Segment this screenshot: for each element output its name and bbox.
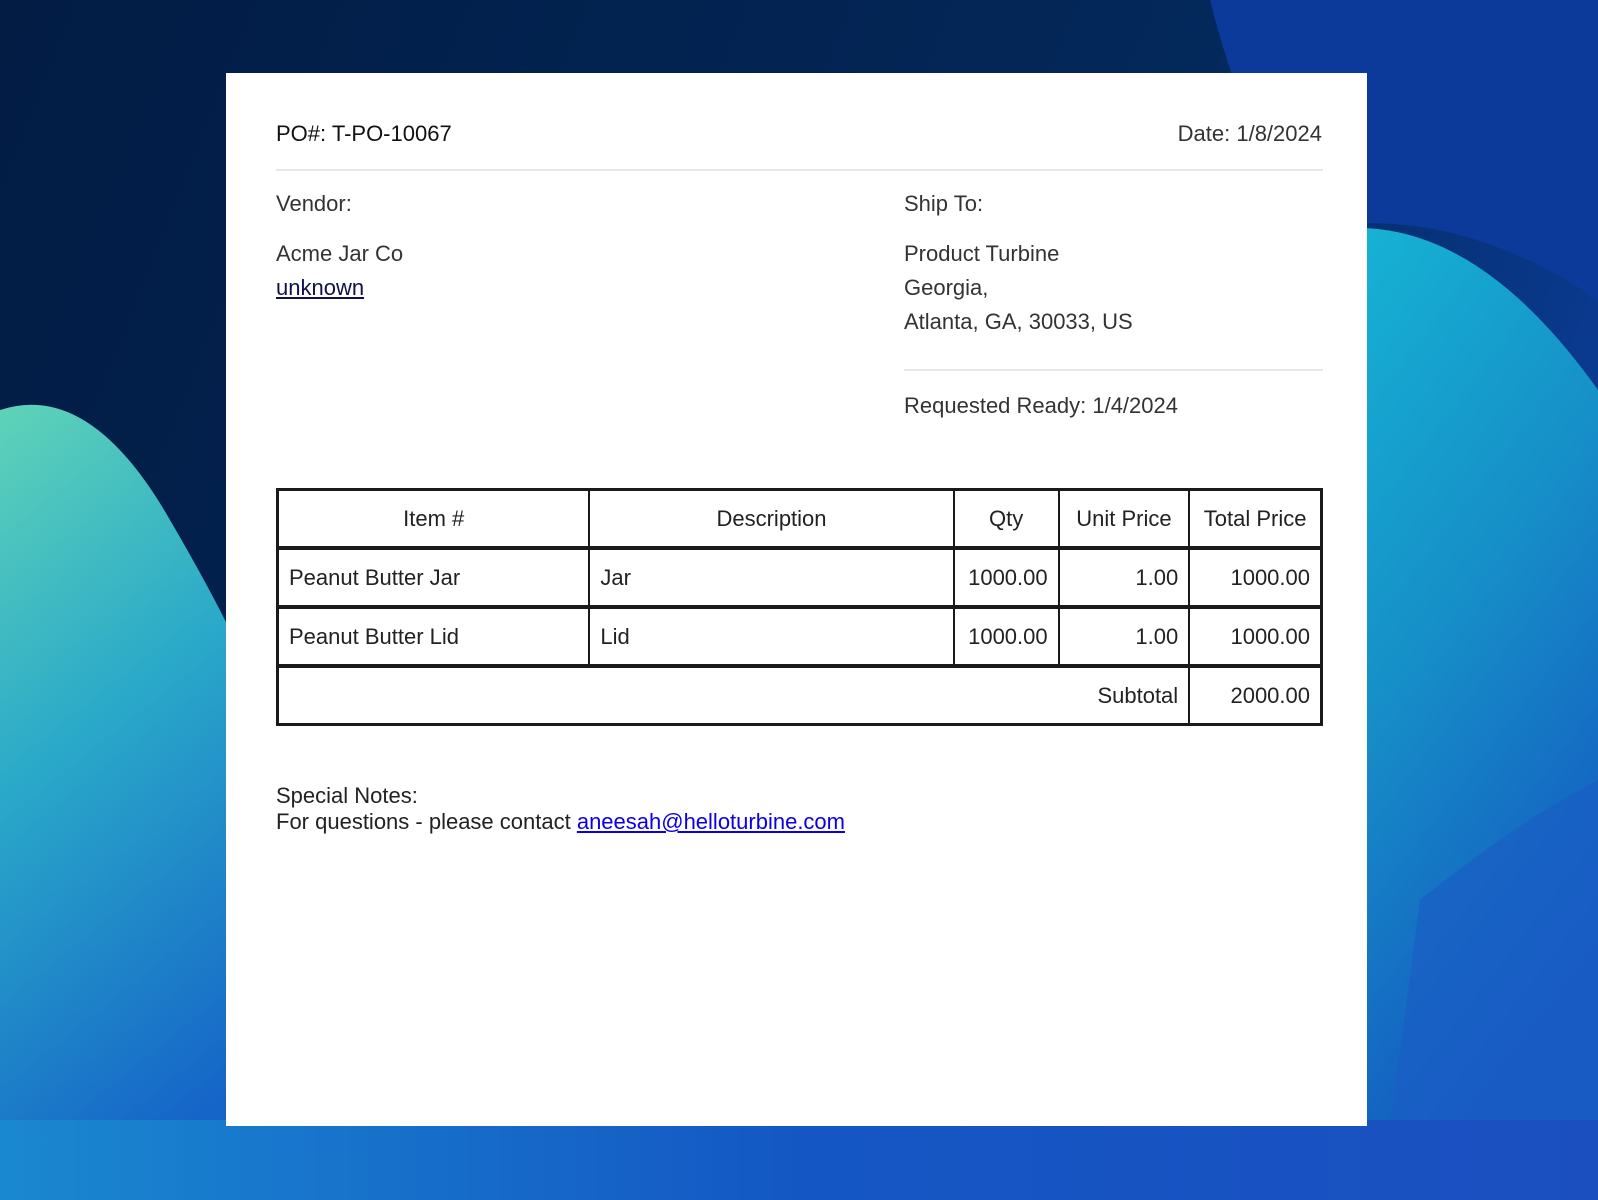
ship-to-block xyxy=(904,191,1324,343)
header-divider xyxy=(276,169,1323,171)
table-row xyxy=(278,606,1321,665)
line-items-table xyxy=(276,488,1323,726)
cell-unit-price: 1.00 xyxy=(1059,547,1190,606)
table-row xyxy=(278,547,1321,606)
cell-total-price: 1000.00 xyxy=(1189,547,1321,606)
special-notes-text xyxy=(276,809,845,835)
ship-to-line: Product Turbine xyxy=(904,241,1060,266)
vendor-block xyxy=(276,191,836,301)
cell-item: Peanut Butter Jar xyxy=(278,547,589,606)
ship-to-divider xyxy=(904,369,1323,371)
requested-ready-date: Requested Ready: 1/4/2024 xyxy=(904,393,1178,418)
cell-description: Jar xyxy=(589,547,953,606)
cell-description: Lid xyxy=(589,606,953,665)
po-date: Date: 1/8/2024 xyxy=(1177,121,1322,146)
po-header xyxy=(276,121,1322,151)
cell-qty: 1000.00 xyxy=(954,606,1059,665)
vendor-label: Vendor: xyxy=(276,191,352,216)
contact-email-link[interactable]: aneesah@helloturbine.com xyxy=(576,809,845,834)
ship-to-line: Atlanta, GA, 30033, US xyxy=(904,309,1133,334)
column-header-qty: Qty xyxy=(954,490,1059,547)
subtotal-row xyxy=(278,665,1321,724)
cell-unit-price: 1.00 xyxy=(1059,606,1190,665)
column-header-item: Item # xyxy=(278,490,589,547)
ship-to-line: Georgia, xyxy=(904,275,989,300)
special-notes xyxy=(276,783,845,835)
column-header-total-price: Total Price xyxy=(1189,490,1321,547)
subtotal-label: Subtotal xyxy=(278,665,1189,724)
special-notes-label: Special Notes: xyxy=(276,783,418,808)
ship-to-label: Ship To: xyxy=(904,191,984,216)
cell-item: Peanut Butter Lid xyxy=(278,606,589,665)
vendor-contact-link[interactable]: unknown xyxy=(276,275,365,300)
po-number: PO#: T-PO-10067 xyxy=(276,121,452,146)
contact-prompt: For questions - please contact xyxy=(276,809,577,834)
vendor-name: Acme Jar Co xyxy=(276,241,404,266)
cell-qty: 1000.00 xyxy=(954,547,1059,606)
purchase-order-document xyxy=(226,73,1367,1126)
subtotal-value: 2000.00 xyxy=(1189,665,1321,724)
ship-to-address xyxy=(904,241,1324,343)
column-header-unit-price: Unit Price xyxy=(1059,490,1190,547)
cell-total-price: 1000.00 xyxy=(1189,606,1321,665)
column-header-description: Description xyxy=(589,490,953,547)
table-header-row xyxy=(278,490,1321,547)
